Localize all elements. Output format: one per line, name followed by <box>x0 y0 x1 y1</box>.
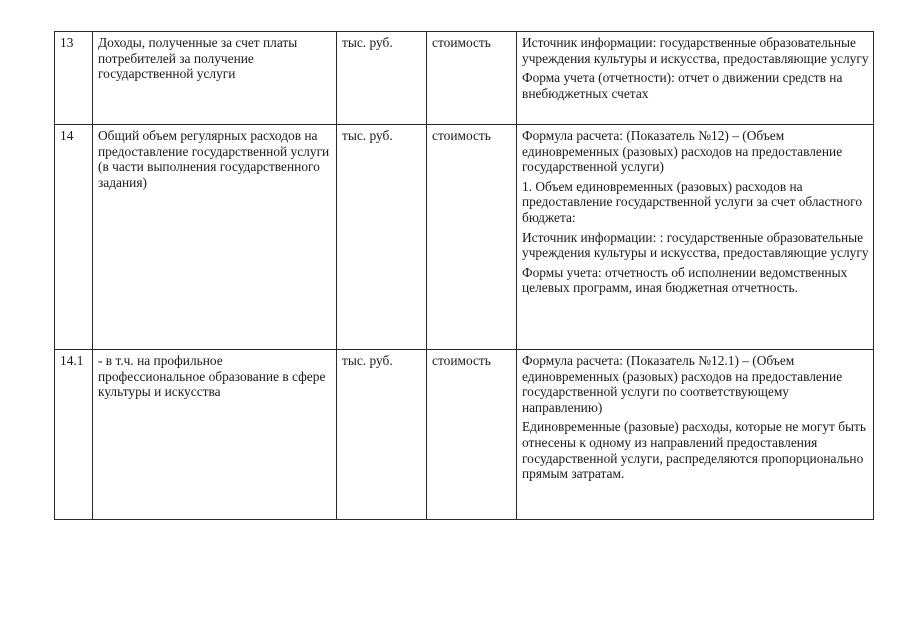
unit-of-measure: тыс. руб. <box>337 350 427 520</box>
table-row <box>55 32 874 125</box>
indicator-type: стоимость <box>427 125 517 350</box>
row-number: 14.1 <box>55 350 93 520</box>
table-row <box>55 125 874 350</box>
desc-paragraph: Формы учета: отчетность об исполнении ведомственных целевых программ, иная бюджетная отчетность. <box>522 264 848 296</box>
indicator-type: стоимость <box>427 350 517 520</box>
desc-paragraph: 1. Объем единовременных (разовых) расходов на предоставление государственной услуги за счет областного бюджета: <box>522 178 863 225</box>
row-number: 13 <box>55 32 93 125</box>
desc-paragraph: Формула расчета: (Показатель №12.1) – (Объем единовременных (разовых) расходов на предоставление государственной услуги по соответствующему направлению) <box>522 353 843 415</box>
indicator-name: - в т.ч. на профильное профессиональное образование в сфере культуры и искусства <box>93 350 337 520</box>
indicator-type: стоимость <box>427 32 517 125</box>
indicator-name: Доходы, полученные за счет платы потребителей за получение государственной услуги <box>93 32 337 125</box>
calculation-method <box>517 125 874 350</box>
unit-of-measure: тыс. руб. <box>337 125 427 350</box>
desc-paragraph: Формула расчета: (Показатель №12) – (Объем единовременных (разовых) расходов на предоставление государственной услуги) <box>522 128 843 175</box>
desc-paragraph: Источник информации: государственные образовательные учреждения культуры и искусства, предоставляющие услугу <box>522 35 869 66</box>
desc-paragraph: Форма учета (отчетности): отчет о движении средств на внебюджетных счетах <box>522 70 843 101</box>
indicators-table <box>54 31 874 520</box>
desc-paragraph: Единовременные (разовые) расходы, которые не могут быть отнесены к одному из направлений предоставления государственной услуги, распределяются пропорционально прямым затратам. <box>522 419 866 482</box>
indicator-name: Общий объем регулярных расходов на предоставление государственной услуги (в части выполнения государственного задания) <box>93 125 337 350</box>
table-row <box>55 350 874 520</box>
row-number: 14 <box>55 125 93 350</box>
calculation-method <box>517 32 874 125</box>
unit-of-measure: тыс. руб. <box>337 32 427 125</box>
desc-paragraph: Источник информации: : государственные образовательные учреждения культуры и искусства, предоставляющие услугу <box>522 229 869 261</box>
calculation-method <box>517 350 874 520</box>
